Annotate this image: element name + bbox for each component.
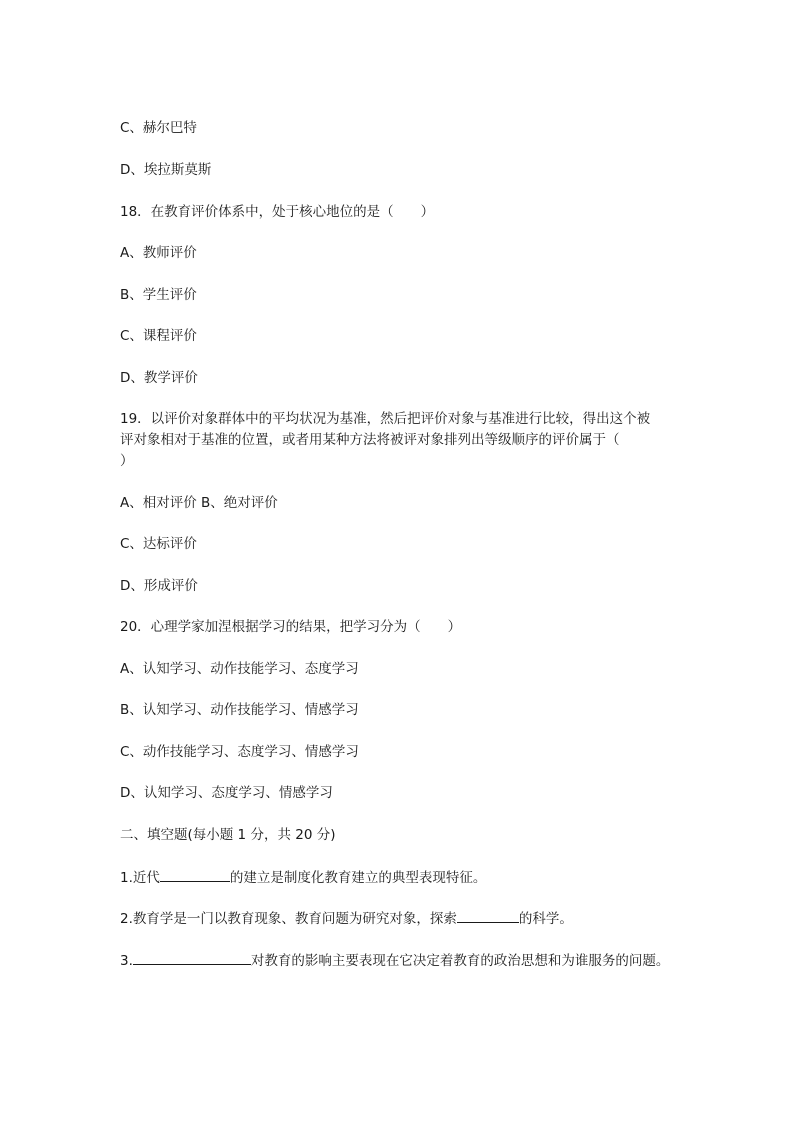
fill-3-before: 3. <box>120 953 133 969</box>
q20-option-b: B、认知学习、动作技能学习、情感学习 <box>120 702 359 718</box>
q19-stem-line1: 19．以评价对象群体中的平均状况为基准，然后把评价对象与基准进行比较，得出这个被 <box>120 411 651 427</box>
q19-stem-line3: ） <box>120 453 134 469</box>
section-heading: 二、填空题(每小题 1 分，共 20 分) <box>120 827 336 843</box>
fill-question-1 <box>120 867 486 888</box>
q18-option-d: D、教学评价 <box>120 370 198 386</box>
fill-2-after: 的科学。 <box>518 911 573 927</box>
fill-3-after: 对教育的影响主要表现在它决定着教育的政治思想和为谁服务的问题。 <box>250 953 670 969</box>
q19-option-d: D、形成评价 <box>120 578 198 594</box>
fill-1-before: 1.近代 <box>120 870 160 886</box>
fill-1-blank <box>160 867 230 882</box>
q19-stem-line2: 评对象相对于基准的位置，或者用某种方法将被评对象排列出等级顺序的评价属于（ <box>120 432 620 448</box>
q18-stem: 18．在教育评价体系中，处于核心地位的是（ ） <box>120 204 435 220</box>
q18-option-a: A、教师评价 <box>120 245 197 261</box>
q20-option-a: A、认知学习、动作技能学习、态度学习 <box>120 661 359 677</box>
fill-2-before: 2.教育学是一门以教育现象、教育问题为研究对象，探索 <box>120 911 457 927</box>
q20-stem: 20．心理学家加涅根据学习的结果，把学习分为（ ） <box>120 619 462 635</box>
fill-question-3 <box>120 950 669 971</box>
q19-option-ab: A、相对评价 B、绝对评价 <box>120 495 278 511</box>
q19-option-c: C、达标评价 <box>120 536 197 552</box>
fill-2-blank <box>457 908 519 923</box>
q20-option-c: C、动作技能学习、态度学习、情感学习 <box>120 744 359 760</box>
fill-3-blank <box>133 950 251 965</box>
q18-option-b: B、学生评价 <box>120 287 197 303</box>
q18-option-c: C、课程评价 <box>120 328 197 344</box>
q20-option-d: D、认知学习、态度学习、情感学习 <box>120 785 333 801</box>
q17-option-d: D、埃拉斯莫斯 <box>120 162 212 178</box>
q17-option-c: C、赫尔巴特 <box>120 120 197 136</box>
fill-1-after: 的建立是制度化教育建立的典型表现特征。 <box>229 870 487 886</box>
fill-question-2 <box>120 908 573 929</box>
